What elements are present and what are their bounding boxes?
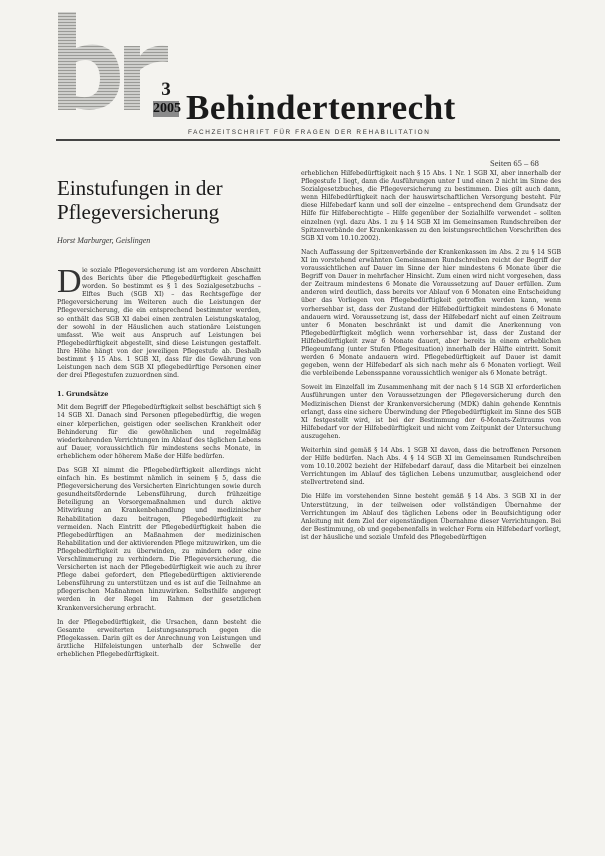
right-paragraph bbox=[301, 447, 561, 487]
right-column bbox=[301, 170, 561, 548]
masthead-divider bbox=[56, 139, 560, 141]
issue-number: 3 bbox=[161, 79, 171, 100]
right-paragraph bbox=[301, 170, 561, 243]
left-paragraph bbox=[57, 404, 261, 461]
paragraph-text: Weiterhin sind gemäß § 14 Abs. 1 SGB XI davon, dass die betroffenen Personen der Hilfe bedürfen. Nach Abs. 4 § 14 SGB XI im Gemeinsamen Rundschreiben vom 10.10.2002 bezieht der Hilfebedarf darauf, dass die Mitarbeit bei einzelnen Verrichtungen im Ablauf des täglichen Lebens unzumutbar, ausgleichend oder stellvertretend sind. bbox=[301, 447, 561, 487]
issue-year: 2005 bbox=[153, 101, 181, 116]
article-title bbox=[57, 176, 261, 224]
left-paragraph bbox=[57, 467, 261, 613]
paragraph-text: Das SGB XI nimmt die Pflegebedürftigkeit allerdings nicht einfach hin. Es bestimmt nämlich in seinem § 5, dass die Pflegeversicherung des Versicherten Einrichtungen sowie durch gesundheitsfördernde Lebensführung, durch frühzeitige Beteiligung an Vorsorgemaßnahmen und durch aktive Mitwirkung an Krankenbehandlung und medizinischer Rehabilitation dazu beitragen, Pflegebedürftigkeit zu vermeiden. Nach Eintritt der Pflegebedürftigkeit haben die Pflegebedürftigen an Maßnahmen der medizinischen Rehabilitation und der aktivierenden Pflege mitzuwirken, um die Pflegebedürftigkeit zu überwinden, zu mindern oder eine Verschlimmerung zu verhindern. Die Pflegeversicherung, die Versicherten ist nach der Pflegebedürftigkeit wie auch zu ihrer Pflege dabei gefordert, den Pflegebedürftigen aktivierende Lebensführung zu unterstützen und es ist auf die Teilnahme an pflegerischen Maßnahmen hinzuwirken. Selbsthilfe angeregt werden in der Regel im Rahmen der gesetzlichen Krankenversicherung erbracht. bbox=[57, 466, 261, 612]
left-column bbox=[57, 172, 261, 665]
paragraph-text: Die Hilfe im vorstehenden Sinne besteht gemäß § 14 Abs. 3 SGB XI in der Unterstützung, in der teilweisen oder vollständigen Übernahme der Verrichtungen im Ablauf des täglichen Lebens oder in Beaufsichtigung oder Anleitung mit dem Ziel der eigenständigen Übernahme dieser Verrichtungen. Bei der Bestimmung, ob und gegebenenfalls in welcher Form ein Hilfebedarf vorliegt, ist der häusliche und soziale Umfeld des Pflegebedürftigen bbox=[301, 493, 561, 541]
paragraph-text: In der Pflegebedürftigkeit, die Ursachen, dann besteht die Gesamte erweiterten Leistungsanspruch gegen die Pflegekassen. Darin gilt es der Anrechnung von Leistungen und ärztliche Hilfeleistungen unterhalb der Schwelle der erheblichen Pflegebedürftigkeit. bbox=[57, 618, 261, 659]
article-title-line-2: Pflegeversicherung bbox=[57, 200, 220, 224]
intro-text: ie soziale Pflegeversicherung ist am vorderen Abschnitt des Berichts über die Pflegebedürftigkeit geschaffen worden. So bestimmt es § 1 des Sozialgesetzbuchs – Elftes Buch (SGB XI) – das Rechtsgefüge der Pflegeversicherung im Weiteren auch die Leistungen der Pflegeversicherung, die ein entsprechend bestimmter werden, so enthält das SGB XI dabei einen zentralen Leistungskatalog, der sowohl in der Häuslichen auch stationäre Leistungen umfasst. Wie weit aus Anspruch auf Leistungen bei Pflegebedürftigkeit abgestellt, sind diese Leistungen gestaffelt. Ihre Höhe hängt von der jeweiligen Pflegestufe ab. Deshalb bestimmt § 15 Abs. 1 SGB XI, dass für die Gewährung von Leistungen nach dem SGB XI pflegebedürftige Personen einer der drei Pflegestufen zuzuordnen sind. bbox=[57, 267, 261, 380]
journal-subtitle: FACHZEITSCHRIFT FÜR FRAGEN DER REHABILITATION bbox=[188, 129, 431, 136]
article-title-line-1: Einstufungen in der bbox=[57, 176, 223, 200]
drop-cap: D bbox=[57, 263, 82, 300]
intro-paragraph bbox=[57, 263, 261, 380]
paragraph-text: erheblichen Hilfebedürftigkeit nach § 15 Abs. 1 Nr. 1 SGB XI, aber innerhalb der Pflegestufe I liegt, dann die Ausführungen unter I und einen 2 nicht im Sinne des Sozialgesetzbuches, die Pflegeversicherung zu bestimmen. Dies gilt auch dann, wenn Hilfebedürftigkeit nach der hauswirtschaftlichen Versorgung besteht. Für diese Hilfebedarf kann und soll der einzelne – entsprechend dem Grundsatz der Hilfe für Hilfeberechtigte – Hilfe gegenüber der Sozialhilfe verwendet – sollten einzelnen (vgl. dazu Abs. 1 zu § 14 SGB XI im Gemeinsamen Rundschreiben der Spitzenverbände der Krankenkassen zu den leistungsrechtlichen Vorschriften des SGB XI vom 10.10.2002). bbox=[301, 170, 561, 242]
left-paragraph bbox=[57, 619, 261, 659]
paragraph-text: Mit dem Begriff der Pflegebedürftigkeit selbst beschäftigt sich § 14 SGB XI. Danach sind Personen pflegebedürftig, die wegen einer körperlichen, geistigen oder seelischen Krankheit oder Behinderung für die gewöhnlichen und regelmäßig wiederkehrenden Verrichtungen im Ablauf des täglichen Lebens auf Dauer, voraussichtlich für mindestens sechs Monate, in erheblichem oder höherem Maße der Hilfe bedürfen. bbox=[57, 404, 261, 460]
right-paragraph bbox=[301, 384, 561, 441]
right-paragraph bbox=[301, 493, 561, 542]
section-heading: 1. Grundsätze bbox=[57, 390, 109, 399]
journal-title: Behindertenrecht bbox=[186, 88, 456, 127]
paragraph-text: Nach Auffassung der Spitzenverbände der Krankenkassen im Abs. 2 zu § 14 SGB XI im vorstehend erwähnten Gemeinsamen Rundschreiben reicht der Begriff der voraussichtlichen auf Dauer im Sinne der hier mindestens 6 Monate über die Begriff von Dauer in mehrfacher Hinsicht. Zum einen wird nicht vorgesehen, dass der Zeitraum mindestens 6 Monate die Voraussetzung auf Dauer erfüllen. Zum anderen wird deutlich, dass bereits vor Ablauf von 6 Monaten eine Entscheidung über das Vorliegen von Pflegebedürftigkeit getroffen werden kann, wenn vorhersehbar ist, dass der Zustand der Hilfebedürftigkeit mindestens 6 Monate andauern wird. Voraussetzung ist, dass der Hilfebedarf nicht auf einen Zeitraum unter 6 Monaten beschränkt ist und damit die Anerkennung von Pflegebedürftigkeit möglich wenn vorhersehbar ist, dass der Zustand der Hilfebedürftigkeit zwar 6 Monate dauert, aber bereits in einem erheblichen Pflegeumfang (unter Stufen Pflegesituation) innerhalb der Hälfte eintritt. Somit werden 6 Monate andauern wird. Pflegebedürftigkeit auf Dauer ist damit gegeben, wenn der Hilfebedarf als sich nach mehr als 6 Monaten vorliegt. Weil die verbleibende Lebensspanne voraussichtlich weniger als 6 Monate beträgt. bbox=[301, 248, 561, 378]
right-paragraph bbox=[301, 249, 561, 379]
article-author: Horst Marburger, Geislingen bbox=[57, 236, 151, 245]
paragraph-text: Soweit im Einzelfall im Zusammenhang mit der nach § 14 SGB XI erforderlichen Ausführungen unter den Voraussetzungen der Pflegeversicherung durch den Medizinischen Dienst der Krankenversicherung (MDK) dahin gehende Kenntnis erlangt, dass eine sichere Überwindung der Pflegebedürftigkeit im Sinne des SGB XI festgestellt wird, ist bei der Bestimmung der 6-Monats-Zeitraums von Hilfebedarf vor der Hilfebedürftigkeit und nicht vom Zeitpunkt der Untersuchung auszugehen. bbox=[301, 384, 561, 440]
page-range: Seiten 65 – 68 bbox=[490, 158, 539, 168]
issue-box bbox=[153, 80, 179, 117]
